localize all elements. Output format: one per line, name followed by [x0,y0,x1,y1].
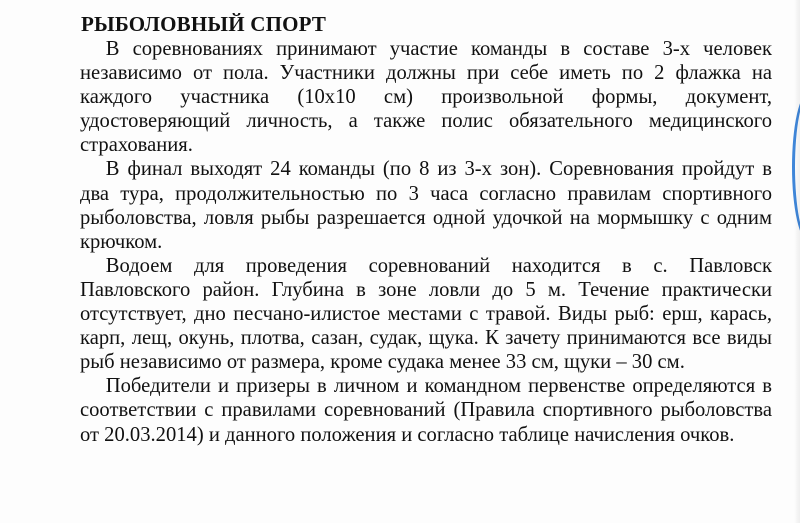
paragraph-participants: В соревнованиях принимают участие команды в составе 3-х человек независимо от пола. Участники должны при себе иметь по 2 флажка на каждого участника (10х10 см) произвольной формы, документ, удостоверяющий личность, а также полис обязательного медицинского страхования. [80,38,772,157]
paragraph-water-body: Водоем для проведения соревнований находится в с. Павловск Павловского район. Глубина в зоне ловли до 5 м. Течение практически отсутствует, дно песчано-илистое местами с травой. Виды рыб: ерш, карась, карп, лещ, окунь, плотва, сазан, судак, щука. К зачету принимаются все виды рыб независимо от размера, кроме судака менее 33 см, щуки – 30 см. [80,254,772,374]
paragraph-final-rounds: В финал выходят 24 команды (по 8 из 3-х зон). Соревнования пройдут в два тура, продолжительностью по 3 часа согласно правилам спортивного рыболовства, ловля рыбы разрешается одной удочкой на мормышку с одним крючком. [80,158,772,253]
paragraph-winners: Победители и призеры в личном и командном первенстве определяются в соответствии с правилами соревнований (Правила спортивного рыболовства от 20.03.2014) и данного положения и согласно таблице начисления очков. [80,375,772,446]
page-edge-shadow [794,0,800,523]
document-title: РЫБОЛОВНЫЙ СПОРТ [81,12,327,36]
document-body [80,12,772,447]
